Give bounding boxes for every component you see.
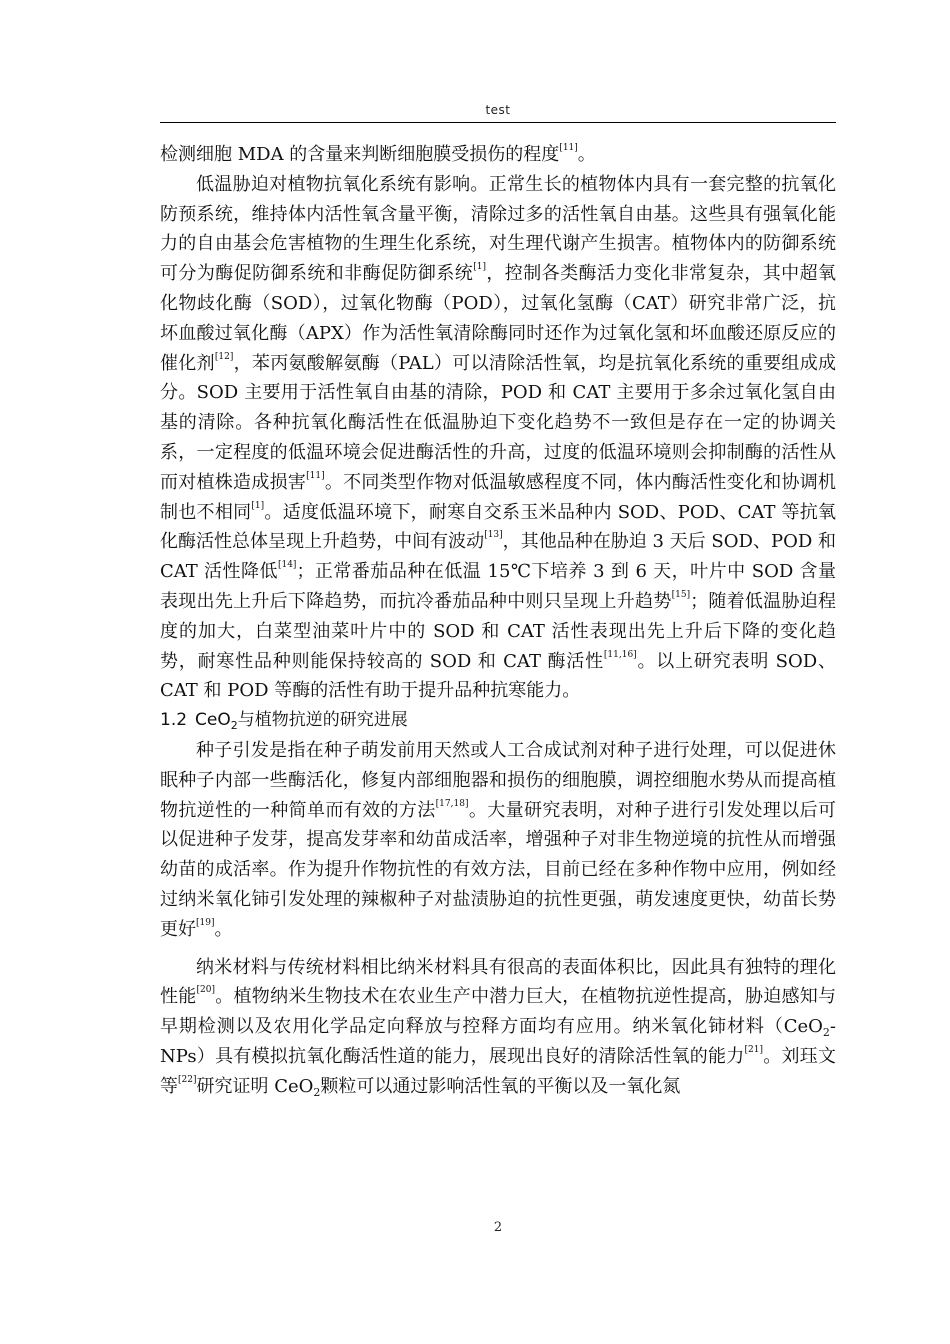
paragraph-nanomaterials: 纳米材料与传统材料相比纳米材料具有很高的表面体积比，因此具有独特的理化性能[20]。植物纳米生物技术在农业生产中潜力巨大，在植物抗逆性提高，胁迫感知与早期检测以及农用化学品定向释放与控释方面均有应用。纳米氧化铈材料（CeO$_2$-NPs）具有模拟抗氧化酶活性道的能力，展现出良好的清除活性氧的能力[21]。刘珏文等[22]研究证明 CeO$_2$颗粒可以通过影响活性氧的平衡以及一氧化氮 — [160, 956, 837, 1099]
citation: [11] — [306, 470, 325, 481]
citation: [20] — [196, 985, 216, 996]
section-heading: 1.2 CeO$_2$与植物抗逆的研究进展 — [160, 710, 408, 733]
body-text — [160, 140, 836, 1102]
paragraph-continuation: 检测细胞 MDA 的含量来判断细胞膜受损伤的程度[11]。 — [160, 143, 596, 165]
paragraph-seed-priming: 种子引发是指在种子萌发前用天然或人工合成试剂对种子进行处理，可以促进休眠种子内部一些酶活化，修复内部细胞器和损伤的细胞膜，调控细胞水势从而提高植物抗逆性的一种简单而有效的方法[17,18]。大量研究表明，对种子进行引发处理以后可以促进种子发芽，提高发芽率和幼苗成活率，增强种子对非生物逆境的抗性从而增强幼苗的成活率。作为提升作物抗性的有效方法，目前已经在多种作物中应用，例如经过纳米氧化铈引发处理的辣椒种子对盐渍胁迫的抗性更强，萌发速度更快，幼苗长势更好[19]。 — [160, 739, 837, 940]
citation: [19] — [196, 917, 215, 928]
citation: [11] — [559, 143, 578, 153]
citation: [12] — [214, 351, 234, 362]
citation: [14] — [277, 560, 297, 571]
citation: [1] — [251, 500, 265, 511]
citation: [21] — [744, 1044, 763, 1055]
page-number: 2 — [493, 1220, 503, 1235]
citation: [17,18] — [435, 798, 469, 809]
citation: [22] — [178, 1074, 197, 1085]
header-rule — [160, 122, 836, 123]
paragraph-antioxidant: 低温胁迫对植物抗氧化系统有影响。正常生长的植物体内具有一套完整的抗氧化防预系统，维持体内活性氧含量平衡，清除过多的活性氧自由基。这些具有强氧化能力的自由基会危害植物的生理生化系统，对生理代谢产生损害。植物体内的防御系统可分为酶促防御系统和非酶促防御系统[1]，控制各类酶活力变化非常复杂，其中超氧化物歧化酶（SOD），过氧化物酶（POD），过氧化氢酶（CAT）研究非常广泛，抗坏血酸过氧化酶（APX）作为活性氧清除酶同时还作为过氧化氢和坏血酸还原反应的催化剂[12]，苯丙氨酸解氨酶（PAL）可以清除活性氧，均是抗氧化系统的重要组成成分。SOD 主要用于活性氧自由基的清除，POD 和 CAT 主要用于多余过氧化氢自由基的清除。各种抗氧化酶活性在低温胁迫下变化趋势不一致但是存在一定的协调关系，一定程度的低温环境会促进酶活性的升高，过度的低温环境则会抑制酶的活性从而对植株造成损害[11]。不同类型作物对低温敏感程度不同，体内酶活性变化和协调机制也不相同[1]。适度低温环境下，耐寒自交系玉米品种内 SOD、POD、CAT 等抗氧化酶活性总体呈现上升趋势，中间有波动[13]，其他品种在胁迫 3 天后 SOD、POD 和 CAT 活性降低[14]；正常番茄品种在低温 15℃下培养 3 到 6 天，叶片中 SOD 含量表现出先上升后下降趋势，而抗冷番茄品种中则只呈现上升趋势[15]；随着低温胁迫程度的加大，白菜型油菜叶片中的 SOD 和 CAT 活性表现出先上升后下降的变化趋势，耐寒性品种则能保持较高的 SOD 和 CAT 酶活性[11,16]。以上研究表明 SOD、CAT 和 POD 等酶的活性有助于提升品种抗寒能力。 — [160, 173, 837, 702]
citation: [11,16] — [603, 649, 637, 660]
citation: [13] — [484, 530, 503, 541]
citation: [15] — [671, 589, 691, 600]
running-header: test — [485, 103, 511, 117]
citation: [1] — [473, 262, 486, 273]
